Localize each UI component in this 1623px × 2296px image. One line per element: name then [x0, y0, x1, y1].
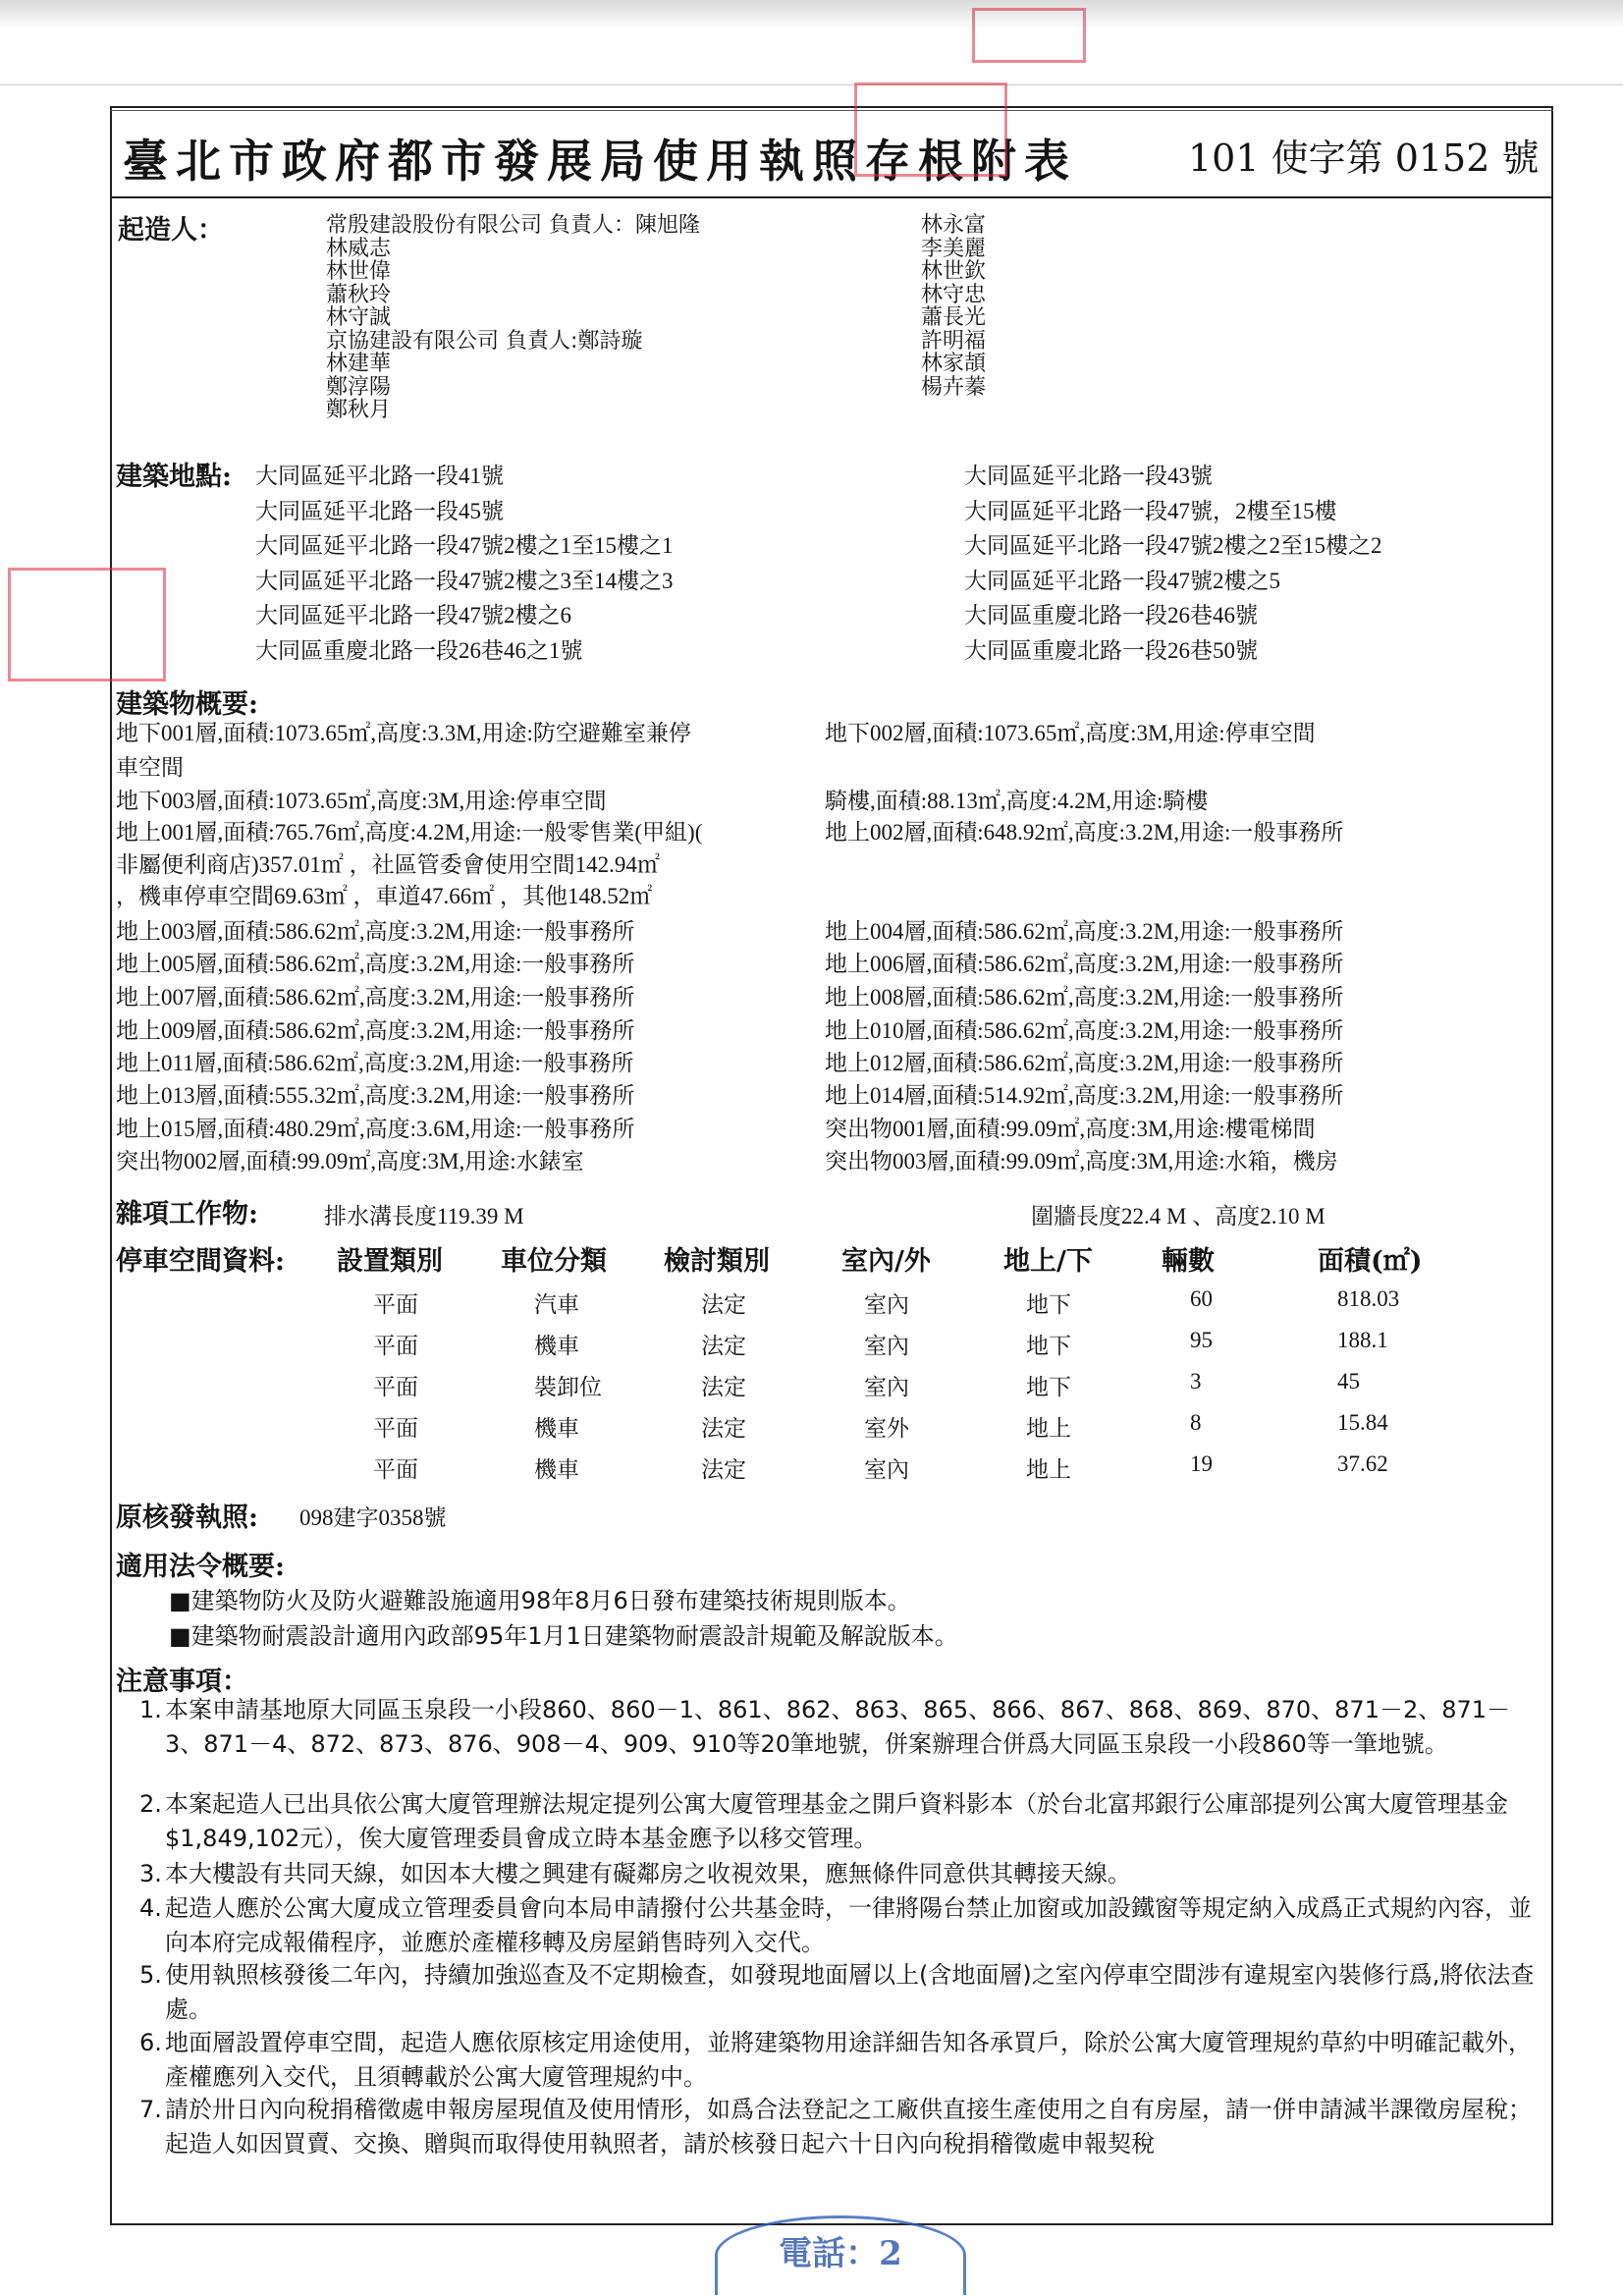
- floor-entry: 地上015層,面積:480.29㎡,高度:3.6M,用途:一般事務所: [116, 1117, 635, 1141]
- note-number: 1.: [139, 1696, 162, 1723]
- site-address: 大同區延平北路一段47號2樓之1至15樓之1: [255, 533, 674, 558]
- parking-cell: 地下: [1026, 1292, 1071, 1317]
- builder-name: 林永富: [921, 213, 987, 238]
- misc-wall-length: 圍牆長度22.4 M 、高度2.10 M: [1031, 1204, 1325, 1229]
- parking-cell: 188.1: [1337, 1328, 1388, 1352]
- site-address: 大同區延平北路一段47號，2樓至15樓: [964, 498, 1337, 523]
- permit-number: 101 使字第 0152 號: [1188, 137, 1540, 180]
- builder-name: 楊卉蓁: [921, 374, 987, 400]
- scan-top-edge: [0, 0, 1623, 29]
- builder-name: 林守忠: [921, 282, 987, 307]
- parking-cell: 15.84: [1337, 1410, 1388, 1435]
- site-address: 大同區延平北路一段47號2樓之2至15樓之2: [964, 533, 1382, 558]
- scan-fold-line: [0, 84, 1623, 85]
- site-address: 大同區重慶北路一段26巷50號: [964, 637, 1258, 663]
- parking-cell: 法定: [701, 1375, 746, 1399]
- floor-entry: 車空間: [116, 755, 184, 780]
- red-seal-left: [8, 568, 166, 682]
- note-number: 7.: [139, 2096, 162, 2123]
- note-text: 請於卅日內向稅捐稽徵處申報房屋現值及使用情形，如爲合法登記之工廠供直接生產使用之自有房屋，請一併申請減半課徵房屋稅；起造人如因買賣、交換、贈與而取得使用執照者，請於核發日起六十日內向稅捐稽徵處申報契稅: [165, 2096, 1532, 2158]
- parking-cell: 平面: [373, 1416, 418, 1441]
- site-address: 大同區重慶北路一段26巷46之1號: [255, 637, 583, 663]
- note-number: 3.: [139, 1860, 162, 1887]
- regulation-item: ■建築物耐震設計適用內政部95年1月1日建築物耐震設計規範及解說版本。: [169, 1622, 958, 1650]
- original-permit-value: 098建字0358號: [299, 1505, 447, 1530]
- builder-label: 起造人：: [118, 215, 224, 246]
- builder-name: 常殷建設股份有限公司 負責人：陳旭隆: [326, 213, 700, 238]
- floor-entry: 地上011層,面積:586.62㎡,高度:3.2M,用途:一般事務所: [116, 1051, 634, 1075]
- parking-label: 停車空間資料:: [116, 1246, 285, 1277]
- floor-entry: 地下001層,面積:1073.65㎡,高度:3.3M,用途:防空避難室兼停: [116, 721, 691, 745]
- parking-cell: 室內: [864, 1334, 909, 1358]
- regulations-label: 適用法令概要:: [116, 1552, 285, 1582]
- parking-cell: 室內: [864, 1457, 909, 1482]
- red-seal-top: [854, 82, 1007, 177]
- builder-name: 林建華: [326, 352, 392, 376]
- builder-name: 京協建設有限公司 負責人:鄭詩璇: [326, 328, 643, 354]
- floor-entry: 地上010層,面積:586.62㎡,高度:3.2M,用途:一般事務所: [825, 1018, 1344, 1043]
- floor-entry: 地上013層,面積:555.32㎡,高度:3.2M,用途:一般事務所: [116, 1083, 635, 1108]
- floor-entry: 地上012層,面積:586.62㎡,高度:3.2M,用途:一般事務所: [825, 1051, 1344, 1075]
- builder-name: 林家頡: [921, 352, 987, 376]
- site-address: 大同區延平北路一段47號2樓之6: [255, 603, 571, 628]
- floor-entry: 地上001層,面積:765.76㎡,高度:4.2M,用途:一般零售業(甲組)(: [116, 820, 703, 845]
- parking-cell: 平面: [373, 1457, 418, 1482]
- floor-entry: 地上004層,面積:586.62㎡,高度:3.2M,用途:一般事務所: [825, 919, 1344, 944]
- parking-cell: 95: [1190, 1328, 1213, 1352]
- builder-name: 鄭淳陽: [326, 374, 392, 400]
- builder-name: 林世欽: [921, 259, 987, 284]
- note-number: 5.: [139, 1961, 162, 1989]
- misc-label: 雜項工作物:: [116, 1199, 258, 1230]
- parking-cell: 室內: [864, 1375, 909, 1399]
- builder-name: 林世偉: [326, 259, 392, 284]
- builder-name: 蕭秋玲: [326, 282, 392, 307]
- builder-name: 蕭長光: [921, 305, 987, 330]
- floor-entry: 地下002層,面積:1073.65㎡,高度:3M,用途:停車空間: [825, 721, 1316, 745]
- parking-column-header: 地上/下: [1003, 1246, 1093, 1277]
- builder-name: 許明福: [921, 328, 987, 354]
- parking-cell: 法定: [701, 1292, 746, 1317]
- misc-drain-length: 排水溝長度119.39 M: [324, 1204, 524, 1229]
- floor-entry: 地上003層,面積:586.62㎡,高度:3.2M,用途:一般事務所: [116, 919, 635, 944]
- regulation-item: ■建築物防火及防火避難設施適用98年8月6日發布建築技術規則版本。: [169, 1587, 911, 1614]
- site-address: 大同區延平北路一段41號: [255, 464, 504, 488]
- note-text: 地面層設置停車空間，起造人應依原核定用途使用，並將建築物用途詳細告知各承買戶，除於公寓大廈管理規約草約中明確記載外，產權應列入交代，且須轉載於公寓大廈管理規約中。: [165, 2029, 1532, 2091]
- parking-cell: 地下: [1026, 1375, 1071, 1399]
- note-number: 6.: [139, 2029, 162, 2056]
- title-underline: [110, 196, 1553, 198]
- builder-name: 李美麗: [921, 236, 987, 261]
- phone-stamp: [715, 2215, 966, 2295]
- parking-cell: 法定: [701, 1334, 746, 1358]
- frame-inner-top-rule: [110, 110, 1553, 111]
- parking-cell: 19: [1190, 1451, 1213, 1476]
- note-text: 使用執照核發後二年內，持續加強巡查及不定期檢查，如發現地面層以上(含地面層)之室內停車空間涉有違規室內裝修行爲,將依法查處。: [165, 1961, 1535, 2023]
- parking-cell: 裝卸位: [534, 1375, 602, 1399]
- parking-cell: 室外: [864, 1416, 909, 1441]
- parking-cell: 地上: [1026, 1457, 1071, 1482]
- floor-entry: 地上002層,面積:648.92㎡,高度:3.2M,用途:一般事務所: [825, 820, 1344, 845]
- parking-cell: 平面: [373, 1292, 418, 1317]
- site-address: 大同區延平北路一段43號: [964, 464, 1213, 488]
- parking-cell: 機車: [534, 1334, 579, 1358]
- red-seal-corner: [972, 8, 1086, 63]
- parking-cell: 60: [1190, 1286, 1213, 1311]
- parking-cell: 3: [1190, 1369, 1202, 1394]
- parking-cell: 818.03: [1337, 1286, 1400, 1311]
- document-title: 臺北市政府都市發展局使用執照存根附表: [123, 135, 1077, 188]
- parking-cell: 機車: [534, 1416, 579, 1441]
- floor-entry: 突出物002層,面積:99.09㎡,高度:3M,用途:水錶室: [116, 1149, 584, 1174]
- parking-column-header: 設置類別: [337, 1246, 443, 1277]
- parking-cell: 8: [1190, 1410, 1202, 1435]
- parking-cell: 平面: [373, 1334, 418, 1358]
- site-address: 大同區延平北路一段47號2樓之5: [964, 568, 1280, 593]
- notes-label: 注意事項：: [116, 1667, 248, 1697]
- parking-cell: 37.62: [1337, 1451, 1388, 1476]
- builder-name: 林威志: [326, 236, 392, 261]
- site-address: 大同區延平北路一段47號2樓之3至14樓之3: [255, 568, 674, 593]
- note-text: 本案起造人已出具依公寓大廈管理辦法規定提列公寓大廈管理基金之開戶資料影本（於台北富邦銀行公庫部提列公寓大廈管理基金$1,849,102元），俟大廈管理委員會成立時本基金應予以移交管理。: [165, 1790, 1508, 1852]
- note-text: 本案申請基地原大同區玉泉段一小段860、860－1、861、862、863、865、866、867、868、869、870、871－2、871－3、871－4、872、873、876、908－4、909、910等20筆地號，併案辦理合併爲大同區玉泉段一小段860等一筆地號。: [165, 1696, 1511, 1758]
- note-text: 起造人應於公寓大廈成立管理委員會向本局申請撥付公共基金時，一律將陽台禁止加窗或加設鐵窗等規定納入成爲正式規約內容，並向本府完成報備程序，並應於產權移轉及房屋銷售時列入交代。: [165, 1894, 1532, 1956]
- floor-entry: 突出物001層,面積:99.09㎡,高度:3M,用途:樓電梯間: [825, 1117, 1316, 1141]
- phone-stamp-text: 電話：2: [779, 2234, 902, 2273]
- floor-entry: ，機車停車空間69.63㎡ ，車道47.66㎡ ，其他148.52㎡: [116, 884, 653, 908]
- floor-entry: 地上014層,面積:514.92㎡,高度:3.2M,用途:一般事務所: [825, 1083, 1344, 1108]
- parking-cell: 法定: [701, 1457, 746, 1482]
- builder-name: 鄭秋月: [326, 398, 392, 422]
- floor-entry: 突出物003層,面積:99.09㎡,高度:3M,用途:水箱，機房: [825, 1149, 1338, 1174]
- site-address: 大同區重慶北路一段26巷46號: [964, 603, 1258, 628]
- note-number: 4.: [139, 1894, 162, 1922]
- parking-cell: 室內: [864, 1292, 909, 1317]
- floor-entry: 地上005層,面積:586.62㎡,高度:3.2M,用途:一般事務所: [116, 952, 635, 976]
- parking-column-header: 輛數: [1162, 1246, 1215, 1277]
- parking-cell: 地下: [1026, 1334, 1071, 1358]
- parking-column-header: 面積(㎡): [1318, 1246, 1423, 1277]
- parking-cell: 汽車: [534, 1292, 579, 1317]
- floor-entry: 非屬便利商店)357.01㎡ ，社區管委會使用空間142.94㎡: [116, 852, 660, 877]
- parking-cell: 地上: [1026, 1416, 1071, 1441]
- floor-entry: 地下003層,面積:1073.65㎡,高度:3M,用途:停車空間: [116, 789, 607, 813]
- building-label: 建築物概要:: [116, 689, 258, 720]
- parking-column-header: 檢討類別: [664, 1246, 770, 1277]
- original-permit-label: 原核發執照:: [116, 1503, 258, 1533]
- parking-cell: 平面: [373, 1375, 418, 1399]
- note-text: 本大樓設有共同天線，如因本大樓之興建有礙鄰房之收視效果，應無條件同意供其轉接天線。: [165, 1860, 1131, 1887]
- parking-column-header: 室內/外: [841, 1246, 931, 1277]
- site-label: 建築地點:: [116, 462, 232, 492]
- site-address: 大同區延平北路一段45號: [255, 498, 504, 523]
- parking-cell: 法定: [701, 1416, 746, 1441]
- parking-cell: 45: [1337, 1369, 1360, 1394]
- floor-entry: 地上009層,面積:586.62㎡,高度:3.2M,用途:一般事務所: [116, 1018, 635, 1043]
- floor-entry: 地上007層,面積:586.62㎡,高度:3.2M,用途:一般事務所: [116, 985, 635, 1010]
- floor-entry: 地上008層,面積:586.62㎡,高度:3.2M,用途:一般事務所: [825, 985, 1344, 1010]
- note-number: 2.: [139, 1790, 162, 1818]
- builder-name: 林守誠: [326, 305, 392, 330]
- parking-cell: 機車: [534, 1457, 579, 1482]
- floor-entry: 騎樓,面積:88.13㎡,高度:4.2M,用途:騎樓: [825, 789, 1209, 813]
- floor-entry: 地上006層,面積:586.62㎡,高度:3.2M,用途:一般事務所: [825, 952, 1344, 976]
- parking-column-header: 車位分類: [501, 1246, 607, 1277]
